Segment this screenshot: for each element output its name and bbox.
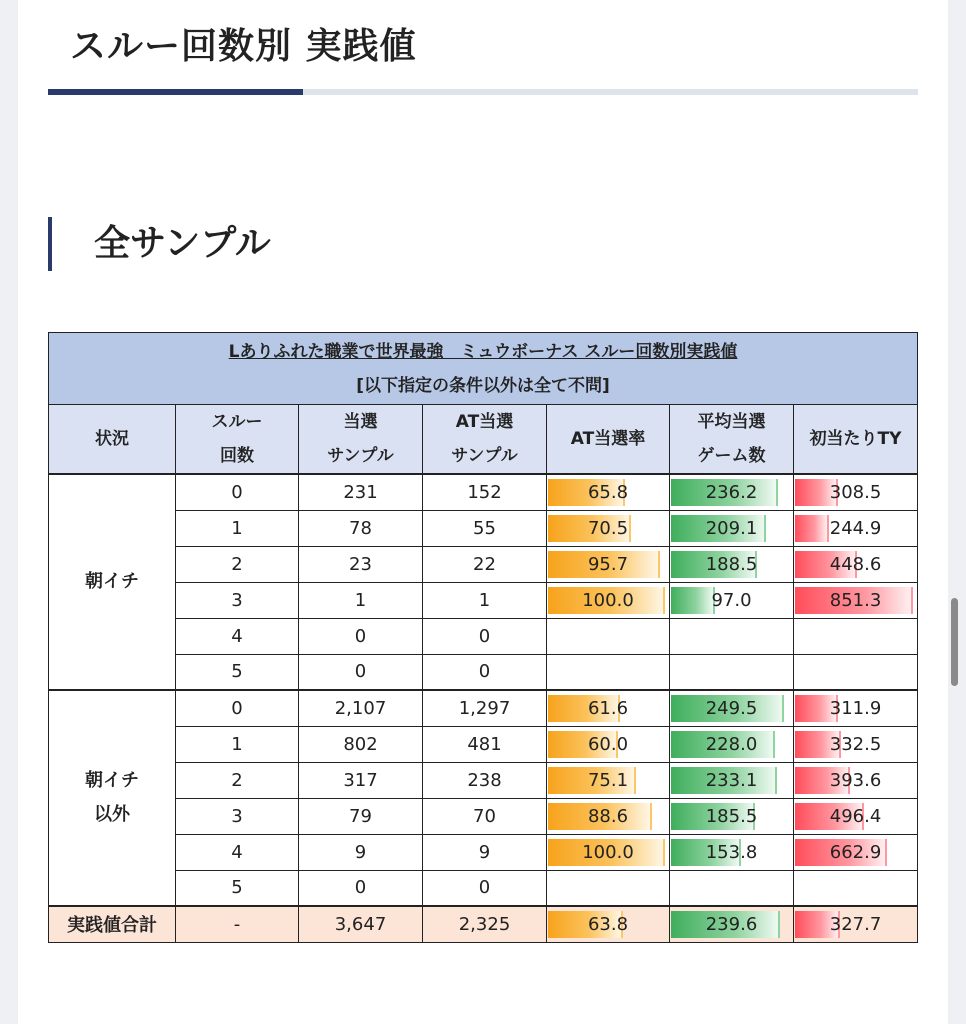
at-samples-cell-value: 55 xyxy=(473,517,496,539)
samples-cell xyxy=(299,618,423,654)
table-row xyxy=(49,510,918,546)
samples-cell-value: 9 xyxy=(354,841,367,863)
first-ty-cell-value: 496.4 xyxy=(829,805,882,827)
header-at-rate xyxy=(547,405,670,475)
first-ty-cell xyxy=(794,510,918,546)
through-cell-value: 2 xyxy=(231,553,243,575)
first-ty-cell xyxy=(794,762,918,798)
through-cell xyxy=(176,870,299,906)
total-row xyxy=(49,906,918,942)
table-row xyxy=(49,474,918,510)
header-avg-games xyxy=(670,405,794,475)
at-rate-cell-value: 75.1 xyxy=(587,769,629,791)
through-count-table xyxy=(48,332,918,943)
avg-games-cell xyxy=(670,690,794,726)
total-first-ty-cell-value: 327.7 xyxy=(829,913,882,935)
at-rate-cell xyxy=(547,582,670,618)
first-ty-cell-value: 308.5 xyxy=(829,481,882,503)
header-samples xyxy=(299,405,423,475)
first-ty-cell-value: 851.3 xyxy=(829,589,882,611)
at-rate-cell xyxy=(547,834,670,870)
at-rate-cell xyxy=(547,870,670,906)
avg-games-cell xyxy=(670,582,794,618)
header-samples-line1: 当選 xyxy=(343,412,378,432)
total-avg-games-cell-value: 239.6 xyxy=(705,913,758,935)
header-status-label: 状況 xyxy=(95,429,129,449)
avg-games-cell-bar xyxy=(671,587,715,614)
table-row xyxy=(49,870,918,906)
samples-cell-value: 231 xyxy=(343,481,378,503)
header-avg-games-line2: ゲーム数 xyxy=(697,446,766,466)
through-cell-value: 5 xyxy=(231,877,243,899)
total-at-rate-cell-value: 63.8 xyxy=(587,913,629,935)
header-first-ty xyxy=(794,405,918,475)
samples-cell-value: 2,107 xyxy=(334,697,387,719)
through-cell xyxy=(176,546,299,582)
section-title-underline xyxy=(48,89,918,95)
samples-cell xyxy=(299,834,423,870)
samples-cell-value: 23 xyxy=(349,553,372,575)
header-through xyxy=(176,405,299,475)
at-samples-cell-value: 238 xyxy=(467,769,502,791)
at-samples-cell-value: 0 xyxy=(478,877,491,899)
avg-games-cell-value: 209.1 xyxy=(705,517,758,539)
header-samples-line2: サンプル xyxy=(327,446,394,466)
at-samples-cell-value: 0 xyxy=(478,661,491,683)
at-samples-cell xyxy=(423,690,547,726)
samples-cell-value: 78 xyxy=(349,517,372,539)
at-rate-cell xyxy=(547,546,670,582)
first-ty-cell-value: 244.9 xyxy=(829,517,882,539)
through-cell-value: 1 xyxy=(231,733,243,755)
through-cell xyxy=(176,690,299,726)
at-samples-cell-value: 22 xyxy=(473,553,496,575)
header-avg-games-line1: 平均当選 xyxy=(697,412,766,432)
total-label-cell xyxy=(49,906,176,942)
avg-games-cell-value: 249.5 xyxy=(705,697,758,719)
first-ty-cell xyxy=(794,654,918,690)
table-row xyxy=(49,726,918,762)
at-rate-cell-value: 61.6 xyxy=(587,697,629,719)
at-rate-cell xyxy=(547,474,670,510)
header-through-line1: スルー xyxy=(211,412,263,432)
samples-cell xyxy=(299,870,423,906)
first-ty-cell-value: 393.6 xyxy=(829,769,882,791)
at-samples-cell xyxy=(423,510,547,546)
samples-cell xyxy=(299,474,423,510)
table-title-line2: [以下指定の条件以外は全て不問] xyxy=(356,375,610,396)
at-samples-cell xyxy=(423,834,547,870)
table-row xyxy=(49,654,918,690)
subsection-title: 全サンプル xyxy=(48,217,271,271)
at-rate-cell-value: 100.0 xyxy=(582,841,634,863)
header-at-rate-label: AT当選率 xyxy=(570,429,646,449)
scrollbar-thumb[interactable] xyxy=(951,598,958,686)
at-samples-cell xyxy=(423,582,547,618)
through-cell xyxy=(176,726,299,762)
at-samples-cell-value: 1,297 xyxy=(458,697,511,719)
first-ty-cell xyxy=(794,582,918,618)
avg-games-cell-value: 153.8 xyxy=(705,841,758,863)
header-at-samples-line2: サンプル xyxy=(451,446,518,466)
total-samples-cell-value: 3,647 xyxy=(334,913,387,935)
total-avg-games-cell xyxy=(670,906,794,942)
through-cell xyxy=(176,618,299,654)
samples-cell xyxy=(299,654,423,690)
at-samples-cell xyxy=(423,546,547,582)
through-cell-value: 3 xyxy=(231,589,243,611)
table-row xyxy=(49,762,918,798)
total-at-rate-cell xyxy=(547,906,670,942)
through-cell xyxy=(176,798,299,834)
avg-games-cell xyxy=(670,618,794,654)
status-cell xyxy=(49,474,176,690)
samples-cell xyxy=(299,546,423,582)
avg-games-cell xyxy=(670,546,794,582)
avg-games-cell-value: 233.1 xyxy=(705,769,758,791)
first-ty-cell xyxy=(794,726,918,762)
first-ty-cell-value: 662.9 xyxy=(829,841,882,863)
at-rate-cell-value: 95.7 xyxy=(587,553,629,575)
through-cell-value: 4 xyxy=(231,625,243,647)
at-rate-cell xyxy=(547,798,670,834)
first-ty-cell-value: 448.6 xyxy=(829,553,882,575)
at-samples-cell-value: 9 xyxy=(478,841,491,863)
total-first-ty-cell xyxy=(794,906,918,942)
at-rate-cell xyxy=(547,510,670,546)
avg-games-cell xyxy=(670,870,794,906)
status-cell xyxy=(49,690,176,906)
status-line2: 以外 xyxy=(94,804,130,825)
avg-games-cell-value: 185.5 xyxy=(705,805,758,827)
total-at-samples-cell-value: 2,325 xyxy=(458,913,511,935)
status-line1: 朝イチ xyxy=(85,571,139,592)
samples-cell xyxy=(299,510,423,546)
at-rate-cell xyxy=(547,654,670,690)
first-ty-cell xyxy=(794,870,918,906)
through-cell-value: 0 xyxy=(231,697,243,719)
at-samples-cell xyxy=(423,726,547,762)
at-rate-cell xyxy=(547,690,670,726)
at-rate-cell-value: 70.5 xyxy=(587,517,629,539)
first-ty-cell xyxy=(794,474,918,510)
at-samples-cell-value: 70 xyxy=(473,805,496,827)
avg-games-cell xyxy=(670,834,794,870)
avg-games-cell xyxy=(670,474,794,510)
table-row xyxy=(49,834,918,870)
total-at-samples-cell xyxy=(423,906,547,942)
samples-cell xyxy=(299,762,423,798)
at-samples-cell-value: 0 xyxy=(478,625,491,647)
at-samples-cell xyxy=(423,798,547,834)
status-line1: 朝イチ xyxy=(85,770,139,791)
avg-games-cell xyxy=(670,798,794,834)
first-ty-cell-value: 311.9 xyxy=(829,697,882,719)
through-cell-value: 4 xyxy=(231,841,243,863)
avg-games-cell-value: 188.5 xyxy=(705,553,758,575)
total-samples-cell xyxy=(299,906,423,942)
through-cell-value: 2 xyxy=(231,769,243,791)
at-samples-cell xyxy=(423,618,547,654)
avg-games-cell xyxy=(670,726,794,762)
samples-cell-value: 0 xyxy=(354,877,367,899)
through-cell xyxy=(176,510,299,546)
header-at-samples-line1: AT当選 xyxy=(455,412,514,432)
samples-cell xyxy=(299,582,423,618)
header-status xyxy=(49,405,176,475)
at-samples-cell xyxy=(423,762,547,798)
at-rate-cell xyxy=(547,726,670,762)
samples-cell-value: 79 xyxy=(349,805,372,827)
at-samples-cell-value: 1 xyxy=(478,589,491,611)
header-through-line2: 回数 xyxy=(220,446,254,466)
at-rate-cell-value: 65.8 xyxy=(587,481,629,503)
samples-cell-value: 0 xyxy=(354,661,367,683)
through-cell-value: 5 xyxy=(231,661,243,683)
avg-games-cell-value: 228.0 xyxy=(705,733,758,755)
at-rate-cell xyxy=(547,762,670,798)
table-title-line1: Lありふれた職業で世界最強 ミュウボーナス スルー回数別実践値 xyxy=(228,341,738,362)
table-row xyxy=(49,798,918,834)
avg-games-cell-value: 97.0 xyxy=(711,589,752,611)
samples-cell-value: 317 xyxy=(343,769,378,791)
at-rate-cell-value: 88.6 xyxy=(587,805,629,827)
first-ty-cell xyxy=(794,618,918,654)
first-ty-cell xyxy=(794,798,918,834)
at-rate-cell-value: 100.0 xyxy=(582,589,634,611)
header-first-ty-label: 初当たりTY xyxy=(809,429,902,449)
first-ty-cell xyxy=(794,546,918,582)
at-rate-cell-value: 60.0 xyxy=(587,733,629,755)
article-page xyxy=(18,0,948,1024)
table-row xyxy=(49,582,918,618)
first-ty-cell xyxy=(794,834,918,870)
section-title: スルー回数別 実践値 xyxy=(70,26,417,67)
at-samples-cell-value: 481 xyxy=(467,733,502,755)
first-ty-cell-value: 332.5 xyxy=(829,733,882,755)
avg-games-cell-value: 236.2 xyxy=(705,481,758,503)
samples-cell-value: 0 xyxy=(354,625,367,647)
table-row xyxy=(49,546,918,582)
total-through-cell xyxy=(176,906,299,942)
table-title xyxy=(49,333,918,405)
samples-cell-value: 802 xyxy=(343,733,378,755)
through-cell-value: 1 xyxy=(231,517,243,539)
avg-games-cell xyxy=(670,510,794,546)
at-samples-cell-value: 152 xyxy=(467,481,502,503)
through-cell xyxy=(176,474,299,510)
section-title-underline-accent xyxy=(48,89,303,95)
through-cell xyxy=(176,834,299,870)
at-samples-cell xyxy=(423,474,547,510)
samples-cell-value: 1 xyxy=(354,589,367,611)
total-label-cell-value: 実践値合計 xyxy=(67,915,157,937)
at-samples-cell xyxy=(423,654,547,690)
through-cell xyxy=(176,582,299,618)
through-cell-value: 3 xyxy=(231,805,243,827)
through-cell xyxy=(176,762,299,798)
header-at-samples xyxy=(423,405,547,475)
first-ty-cell-bar xyxy=(795,515,829,542)
through-cell xyxy=(176,654,299,690)
at-rate-cell xyxy=(547,618,670,654)
avg-games-cell xyxy=(670,654,794,690)
table-row xyxy=(49,690,918,726)
avg-games-cell xyxy=(670,762,794,798)
through-cell-value: 0 xyxy=(231,481,243,503)
samples-cell xyxy=(299,798,423,834)
samples-cell xyxy=(299,726,423,762)
samples-cell xyxy=(299,690,423,726)
table-row xyxy=(49,618,918,654)
at-samples-cell xyxy=(423,870,547,906)
total-through-cell-value: - xyxy=(233,913,241,935)
first-ty-cell xyxy=(794,690,918,726)
